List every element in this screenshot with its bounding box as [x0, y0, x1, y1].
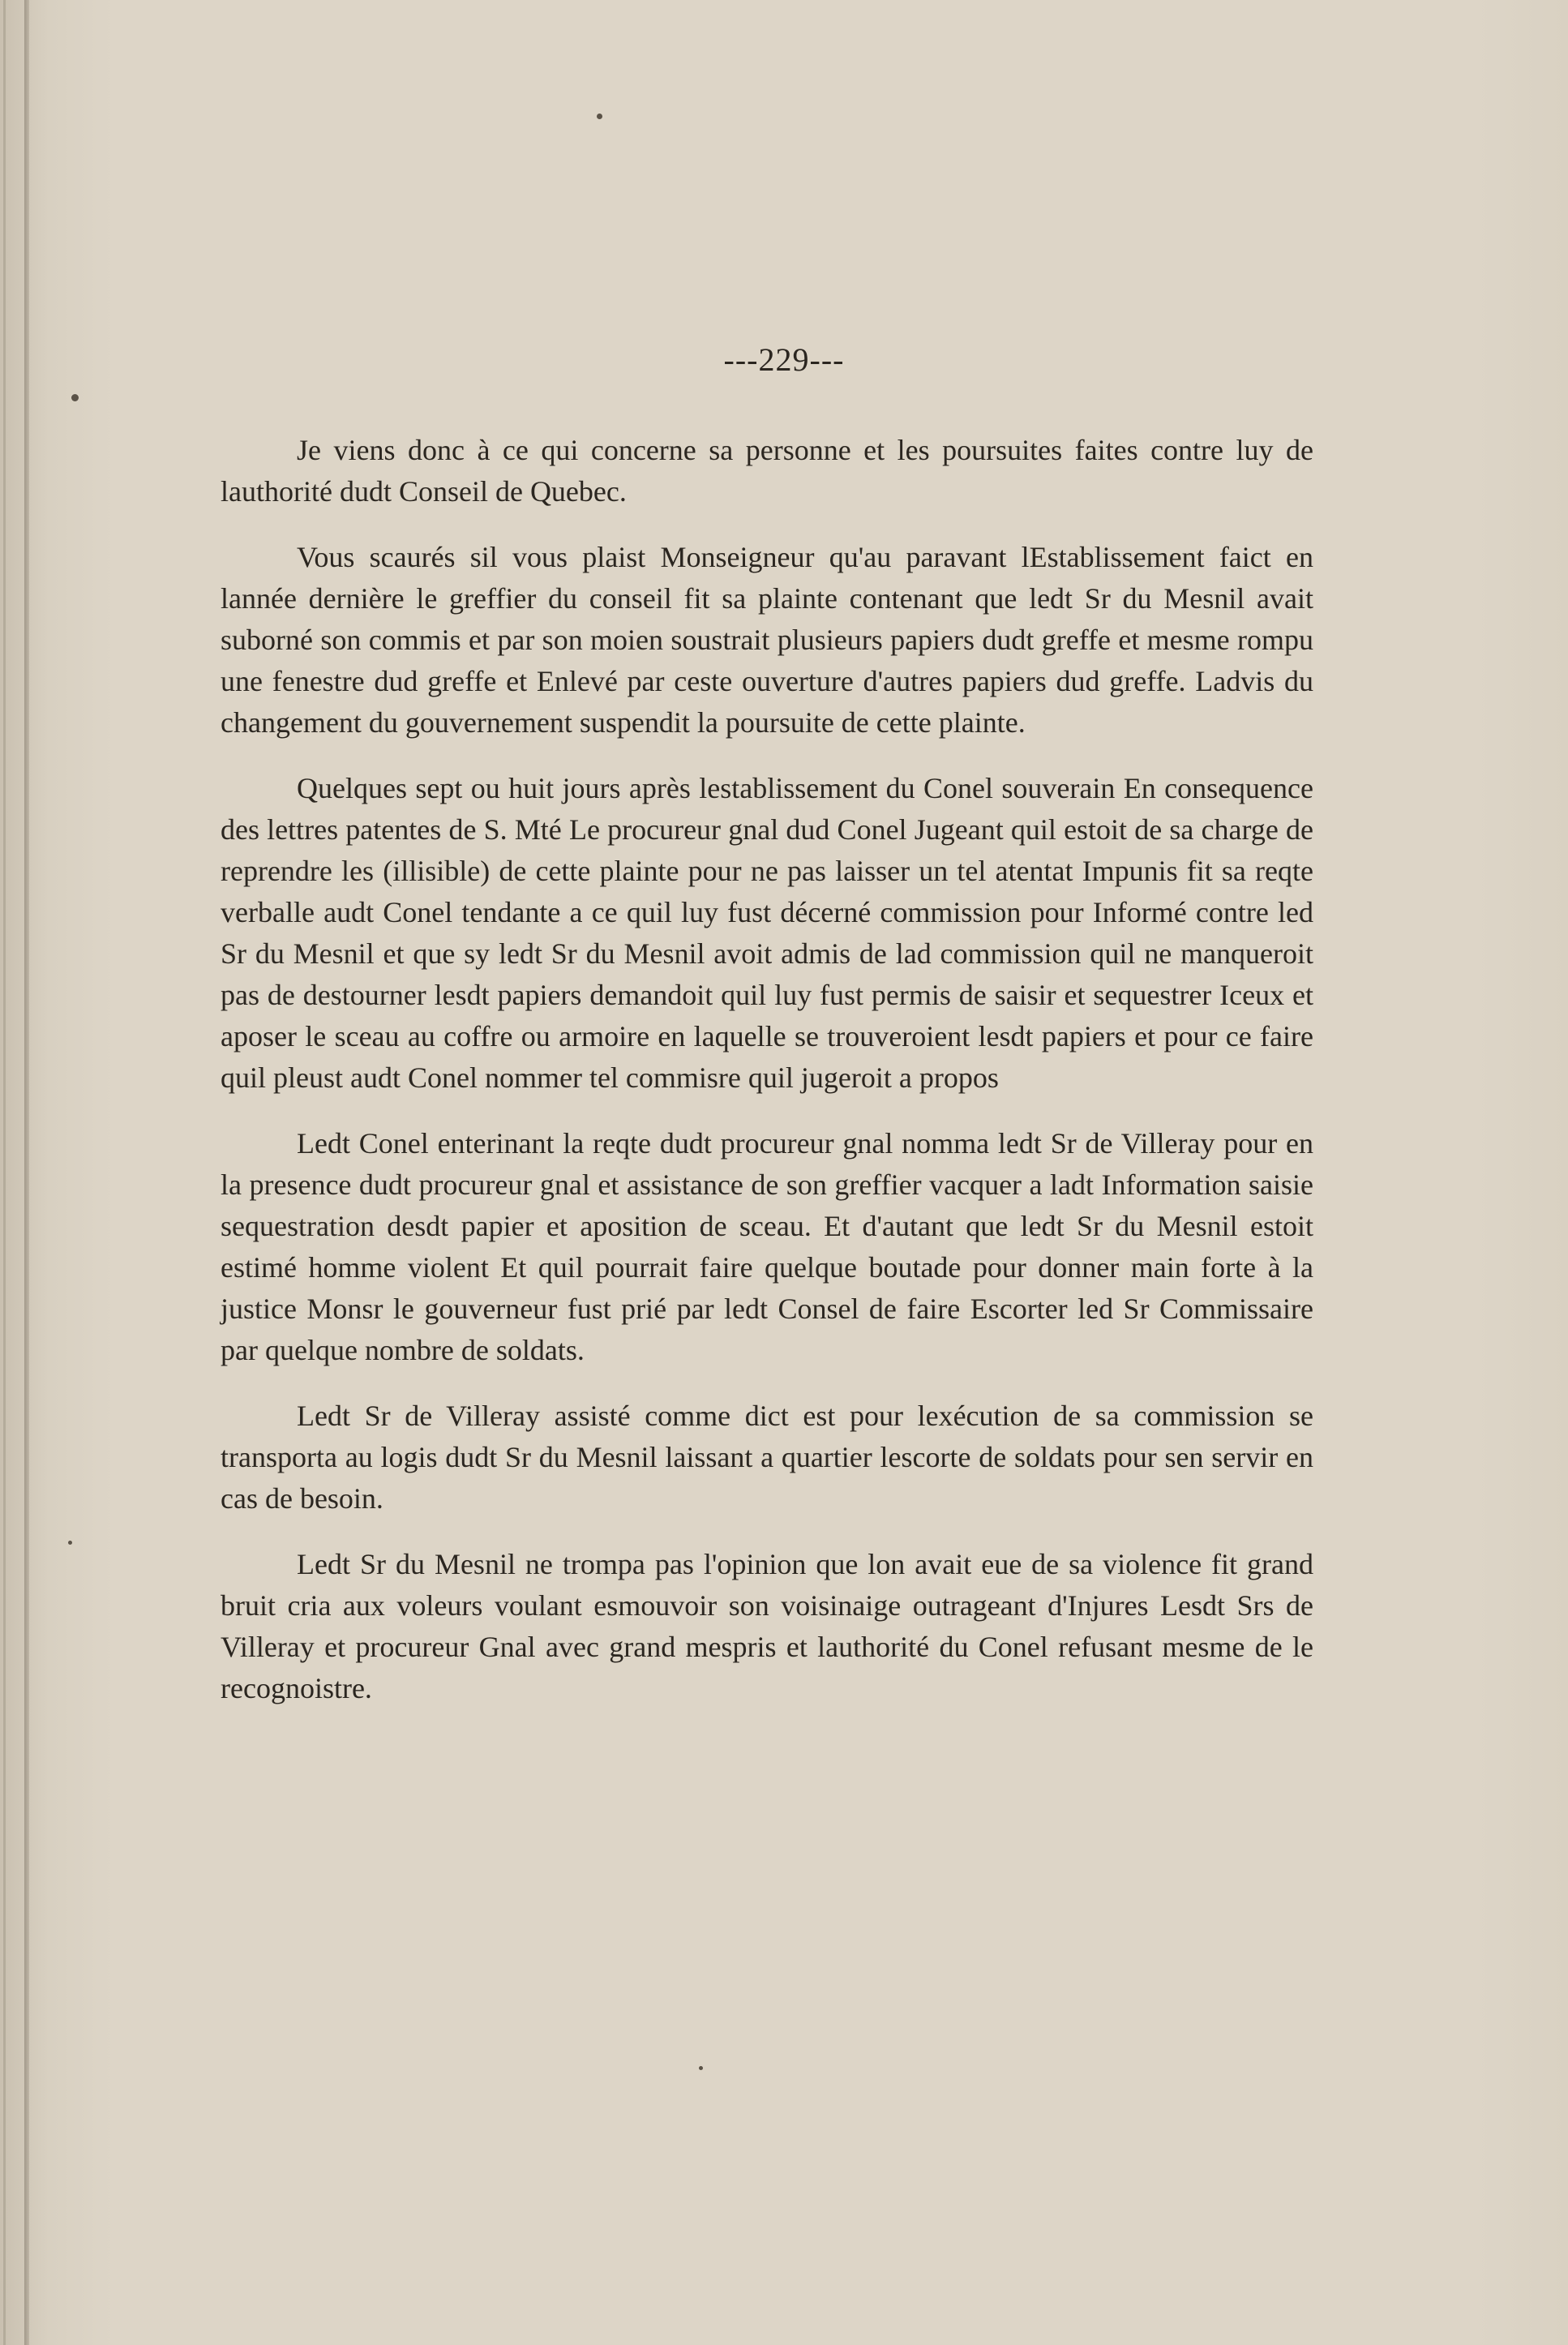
- paper-speck: [68, 1541, 72, 1545]
- body-text: [221, 430, 1313, 1734]
- paper-speck: [597, 114, 602, 119]
- paper-speck: [71, 394, 79, 401]
- paragraph: Vous scaurés sil vous plaist Monseigneur qu'au paravant lEstablissement faict en lannée dernière le greffier du conseil fit sa plainte contenant que ledt Sr du Mesnil avait suborné son commis et par son moien soustrait plusieurs papiers dudt greffe et mesme rompu une fenestre dud greffe et Enlevé par ceste ouverture d'autres papiers dud greffe. Ladvis du changement du gouvernement suspendit la poursuite de cette plainte.: [221, 541, 1313, 739]
- paragraph: Quelques sept ou huit jours après lestablissement du Conel souverain En consequence des lettres patentes de S. Mté Le procureur gnal dud Conel Jugeant quil estoit de sa charge de reprendre les (illisible) de cette plainte pour ne pas laisser un tel atentat Impunis fit sa reqte verballe audt Conel tendante a ce quil luy fust décerné commission pour Informé contre led Sr du Mesnil et que sy ledt Sr du Mesnil avoit admis de lad commission quil ne manqueroit pas de destourner lesdt papiers demandoit quil luy fust permis de saisir et sequestrer Iceux et aposer le sceau au coffre ou armoire en laquelle se trouveroient lesdt papiers et pour ce faire quil pleust audt Conel nommer tel commisre quil jugeroit a propos: [221, 772, 1313, 1094]
- paper-speck: [699, 2066, 703, 2070]
- paragraph: Ledt Sr du Mesnil ne trompa pas l'opinion que lon avait eue de sa violence fit grand bruit cria aux voleurs voulant esmouvoir son voisinaige outrageant d'Injures Lesdt Srs de Villeray et procureur Gnal avec grand mespris et lauthorité du Conel refusant mesme de le recognoistre.: [221, 1548, 1313, 1704]
- page-number: ---229---: [723, 341, 845, 378]
- paragraph: Ledt Conel enterinant la reqte dudt procureur gnal nomma ledt Sr de Villeray pour en la presence dudt procureur gnal et assistance de son greffier vacquer a ladt Information saisie sequestration desdt papier et aposition de sceau. Et d'autant que ledt Sr du Mesnil estoit estimé homme violent Et quil pourrait faire quelque boutade pour donner main forte à la justice Monsr le gouverneur fust prié par ledt Consel de faire Escorter led Sr Commissaire par quelque nombre de soldats.: [221, 1127, 1313, 1366]
- paragraph: Ledt Sr de Villeray assisté comme dict est pour lexécution de sa commission se transporta au logis dudt Sr du Mesnil laissant a quartier lescorte de soldats pour sen servir en cas de besoin.: [221, 1400, 1313, 1515]
- paragraph: Je viens donc à ce qui concerne sa personne et les poursuites faites contre luy de lauthorité dudt Conseil de Quebec.: [221, 434, 1313, 508]
